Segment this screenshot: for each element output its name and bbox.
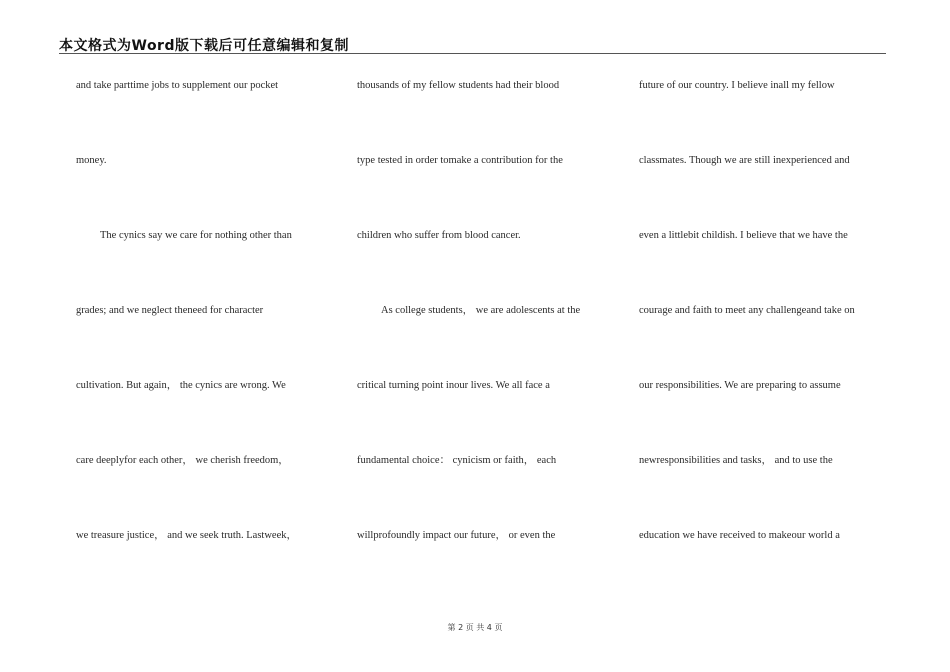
text-line: education we have received to makeour world a	[639, 530, 840, 541]
text-line: grades; and we neglect theneed for character	[76, 305, 264, 316]
page-number-footer: 第 2 页 共 4 页	[447, 623, 503, 632]
text-line: classmates. Though we are still inexperienced and	[639, 155, 850, 166]
text-line: money.	[76, 155, 107, 166]
text-line: willprofoundly impact our future， or even the	[357, 530, 556, 541]
text-line: thousands of my fellow students had their blood	[357, 80, 560, 91]
text-line: even a littlebit childish. I believe that we have the	[639, 230, 848, 241]
text-line: our responsibilities. We are preparing to assume	[639, 380, 841, 391]
text-line: The cynics say we care for nothing other than	[100, 230, 292, 241]
text-line: we treasure justice， and we seek truth. Lastweek，	[76, 530, 298, 541]
text-line: care deeplyfor each other， we cherish freedom，	[76, 455, 289, 466]
text-line: and take parttime jobs to supplement our pocket	[76, 80, 279, 91]
text-line: children who suffer from blood cancer.	[357, 230, 521, 241]
text-line: newresponsibilities and tasks， and to use the	[639, 455, 833, 466]
text-line: As college students， we are adolescents at the	[381, 305, 581, 316]
text-line: fundamental choice： cynicism or faith， each	[357, 455, 557, 466]
document-header-title: 本文格式为Word版下载后可任意编辑和复制	[59, 38, 349, 54]
text-line: type tested in order tomake a contribution for the	[357, 155, 563, 166]
text-line: future of our country. I believe inall my fellow	[639, 80, 835, 91]
header-divider	[59, 53, 886, 54]
text-line: cultivation. But again， the cynics are wrong. We	[76, 380, 286, 391]
text-line: critical turning point inour lives. We all face a	[357, 380, 550, 391]
text-line: courage and faith to meet any challengeand take on	[639, 305, 855, 316]
